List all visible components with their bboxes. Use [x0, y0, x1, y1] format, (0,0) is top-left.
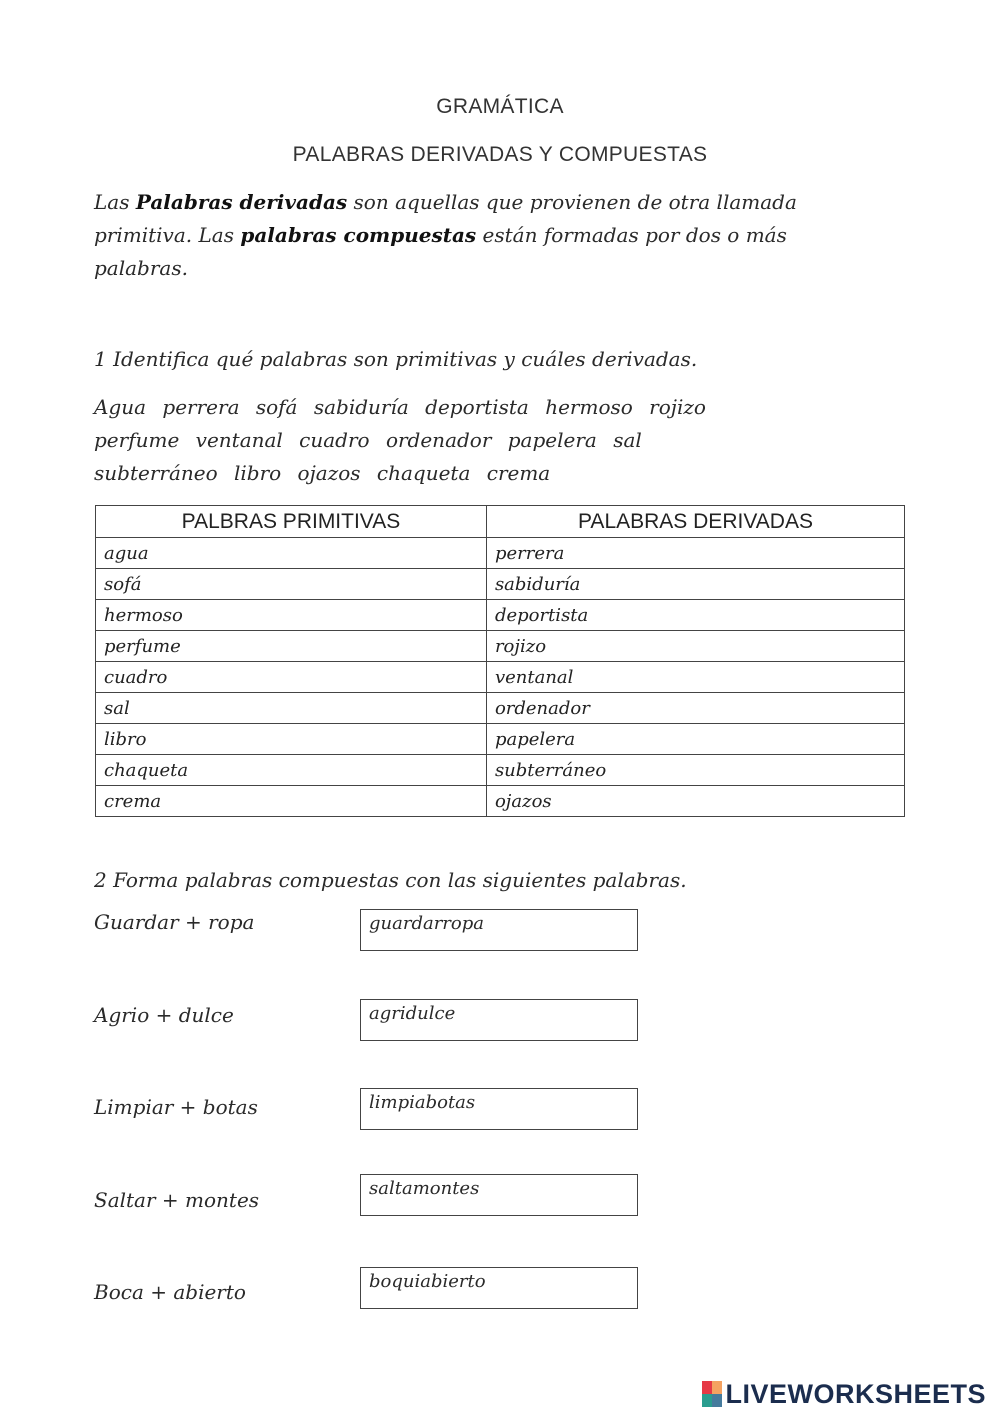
table-row: [96, 786, 905, 817]
compound-answer-box[interactable]: guardarropa: [360, 909, 638, 951]
liveworksheets-logo-icon: [702, 1381, 722, 1407]
compound-prompt: Agrio + dulce: [94, 1003, 234, 1027]
word-bank-line: subterráneo libro ojazos chaqueta crema: [94, 461, 551, 485]
table-row: [96, 569, 905, 600]
table-row: [96, 662, 905, 693]
table-row: [96, 693, 905, 724]
compound-prompt: Guardar + ropa: [94, 910, 255, 934]
table-row: [96, 631, 905, 662]
liveworksheets-logo[interactable]: [702, 1377, 986, 1411]
primitive-answer-cell[interactable]: sal: [96, 693, 487, 724]
intro-text-1: Las: [94, 190, 136, 214]
table-row: [96, 724, 905, 755]
table-row: [96, 538, 905, 569]
primitive-answer-cell[interactable]: sofá: [96, 569, 487, 600]
column-header-primitive: PALBRAS PRIMITIVAS: [96, 506, 487, 538]
classification-table: [95, 505, 905, 817]
derived-answer-cell[interactable]: ventanal: [486, 662, 904, 693]
liveworksheets-logo-text: LIVEWORKSHEETS: [725, 1378, 986, 1409]
intro-text-2: son aquellas que provienen de otra llamada primitiva. Las: [94, 190, 797, 247]
derived-answer-cell[interactable]: sabiduría: [486, 569, 904, 600]
primitive-answer-cell[interactable]: hermoso: [96, 600, 487, 631]
table-row: [96, 600, 905, 631]
derived-answer-cell[interactable]: rojizo: [486, 631, 904, 662]
exercise2-instruction: 2 Forma palabras compuestas con las siguientes palabras.: [94, 868, 687, 892]
primitive-answer-cell[interactable]: perfume: [96, 631, 487, 662]
intro-term-compound: palabras compuestas: [240, 223, 477, 247]
compound-answer-box[interactable]: limpiabotas: [360, 1088, 638, 1130]
compound-answer-box[interactable]: agridulce: [360, 999, 638, 1041]
word-bank-line: Agua perrera sofá sabiduría deportista hermoso rojizo: [94, 395, 706, 419]
derived-answer-cell[interactable]: papelera: [486, 724, 904, 755]
logo-square: [702, 1394, 712, 1407]
intro-term-derived: Palabras derivadas: [135, 190, 348, 214]
derived-answer-cell[interactable]: perrera: [486, 538, 904, 569]
compound-answer-box[interactable]: boquiabierto: [360, 1267, 638, 1309]
derived-answer-cell[interactable]: ojazos: [486, 786, 904, 817]
compound-answer-box[interactable]: saltamontes: [360, 1174, 638, 1216]
primitive-answer-cell[interactable]: cuadro: [96, 662, 487, 693]
intro-text-3: están formadas por dos o más palabras.: [94, 223, 787, 280]
page-subtitle: PALABRAS DERIVADAS Y COMPUESTAS: [292, 143, 708, 166]
primitive-answer-cell[interactable]: agua: [96, 538, 487, 569]
primitive-answer-cell[interactable]: chaqueta: [96, 755, 487, 786]
logo-square: [712, 1381, 722, 1394]
table-row: [96, 755, 905, 786]
exercise1-instruction: 1 Identifica qué palabras son primitivas y cuáles derivadas.: [94, 347, 698, 371]
logo-square: [702, 1381, 712, 1394]
logo-square: [712, 1394, 722, 1407]
word-bank: [94, 391, 874, 490]
derived-answer-cell[interactable]: ordenador: [486, 693, 904, 724]
primitive-answer-cell[interactable]: crema: [96, 786, 487, 817]
primitive-answer-cell[interactable]: libro: [96, 724, 487, 755]
derived-answer-cell[interactable]: subterráneo: [486, 755, 904, 786]
page-title: GRAMÁTICA: [436, 95, 564, 118]
table-header-row: [96, 506, 905, 538]
column-header-derived: PALABRAS DERIVADAS: [486, 506, 904, 538]
word-bank-line: perfume ventanal cuadro ordenador papelera sal: [94, 428, 642, 452]
compound-prompt: Saltar + montes: [94, 1188, 260, 1212]
compound-prompt: Boca + abierto: [94, 1280, 246, 1304]
intro-paragraph: [94, 186, 874, 285]
derived-answer-cell[interactable]: deportista: [486, 600, 904, 631]
compound-prompt: Limpiar + botas: [94, 1095, 258, 1119]
